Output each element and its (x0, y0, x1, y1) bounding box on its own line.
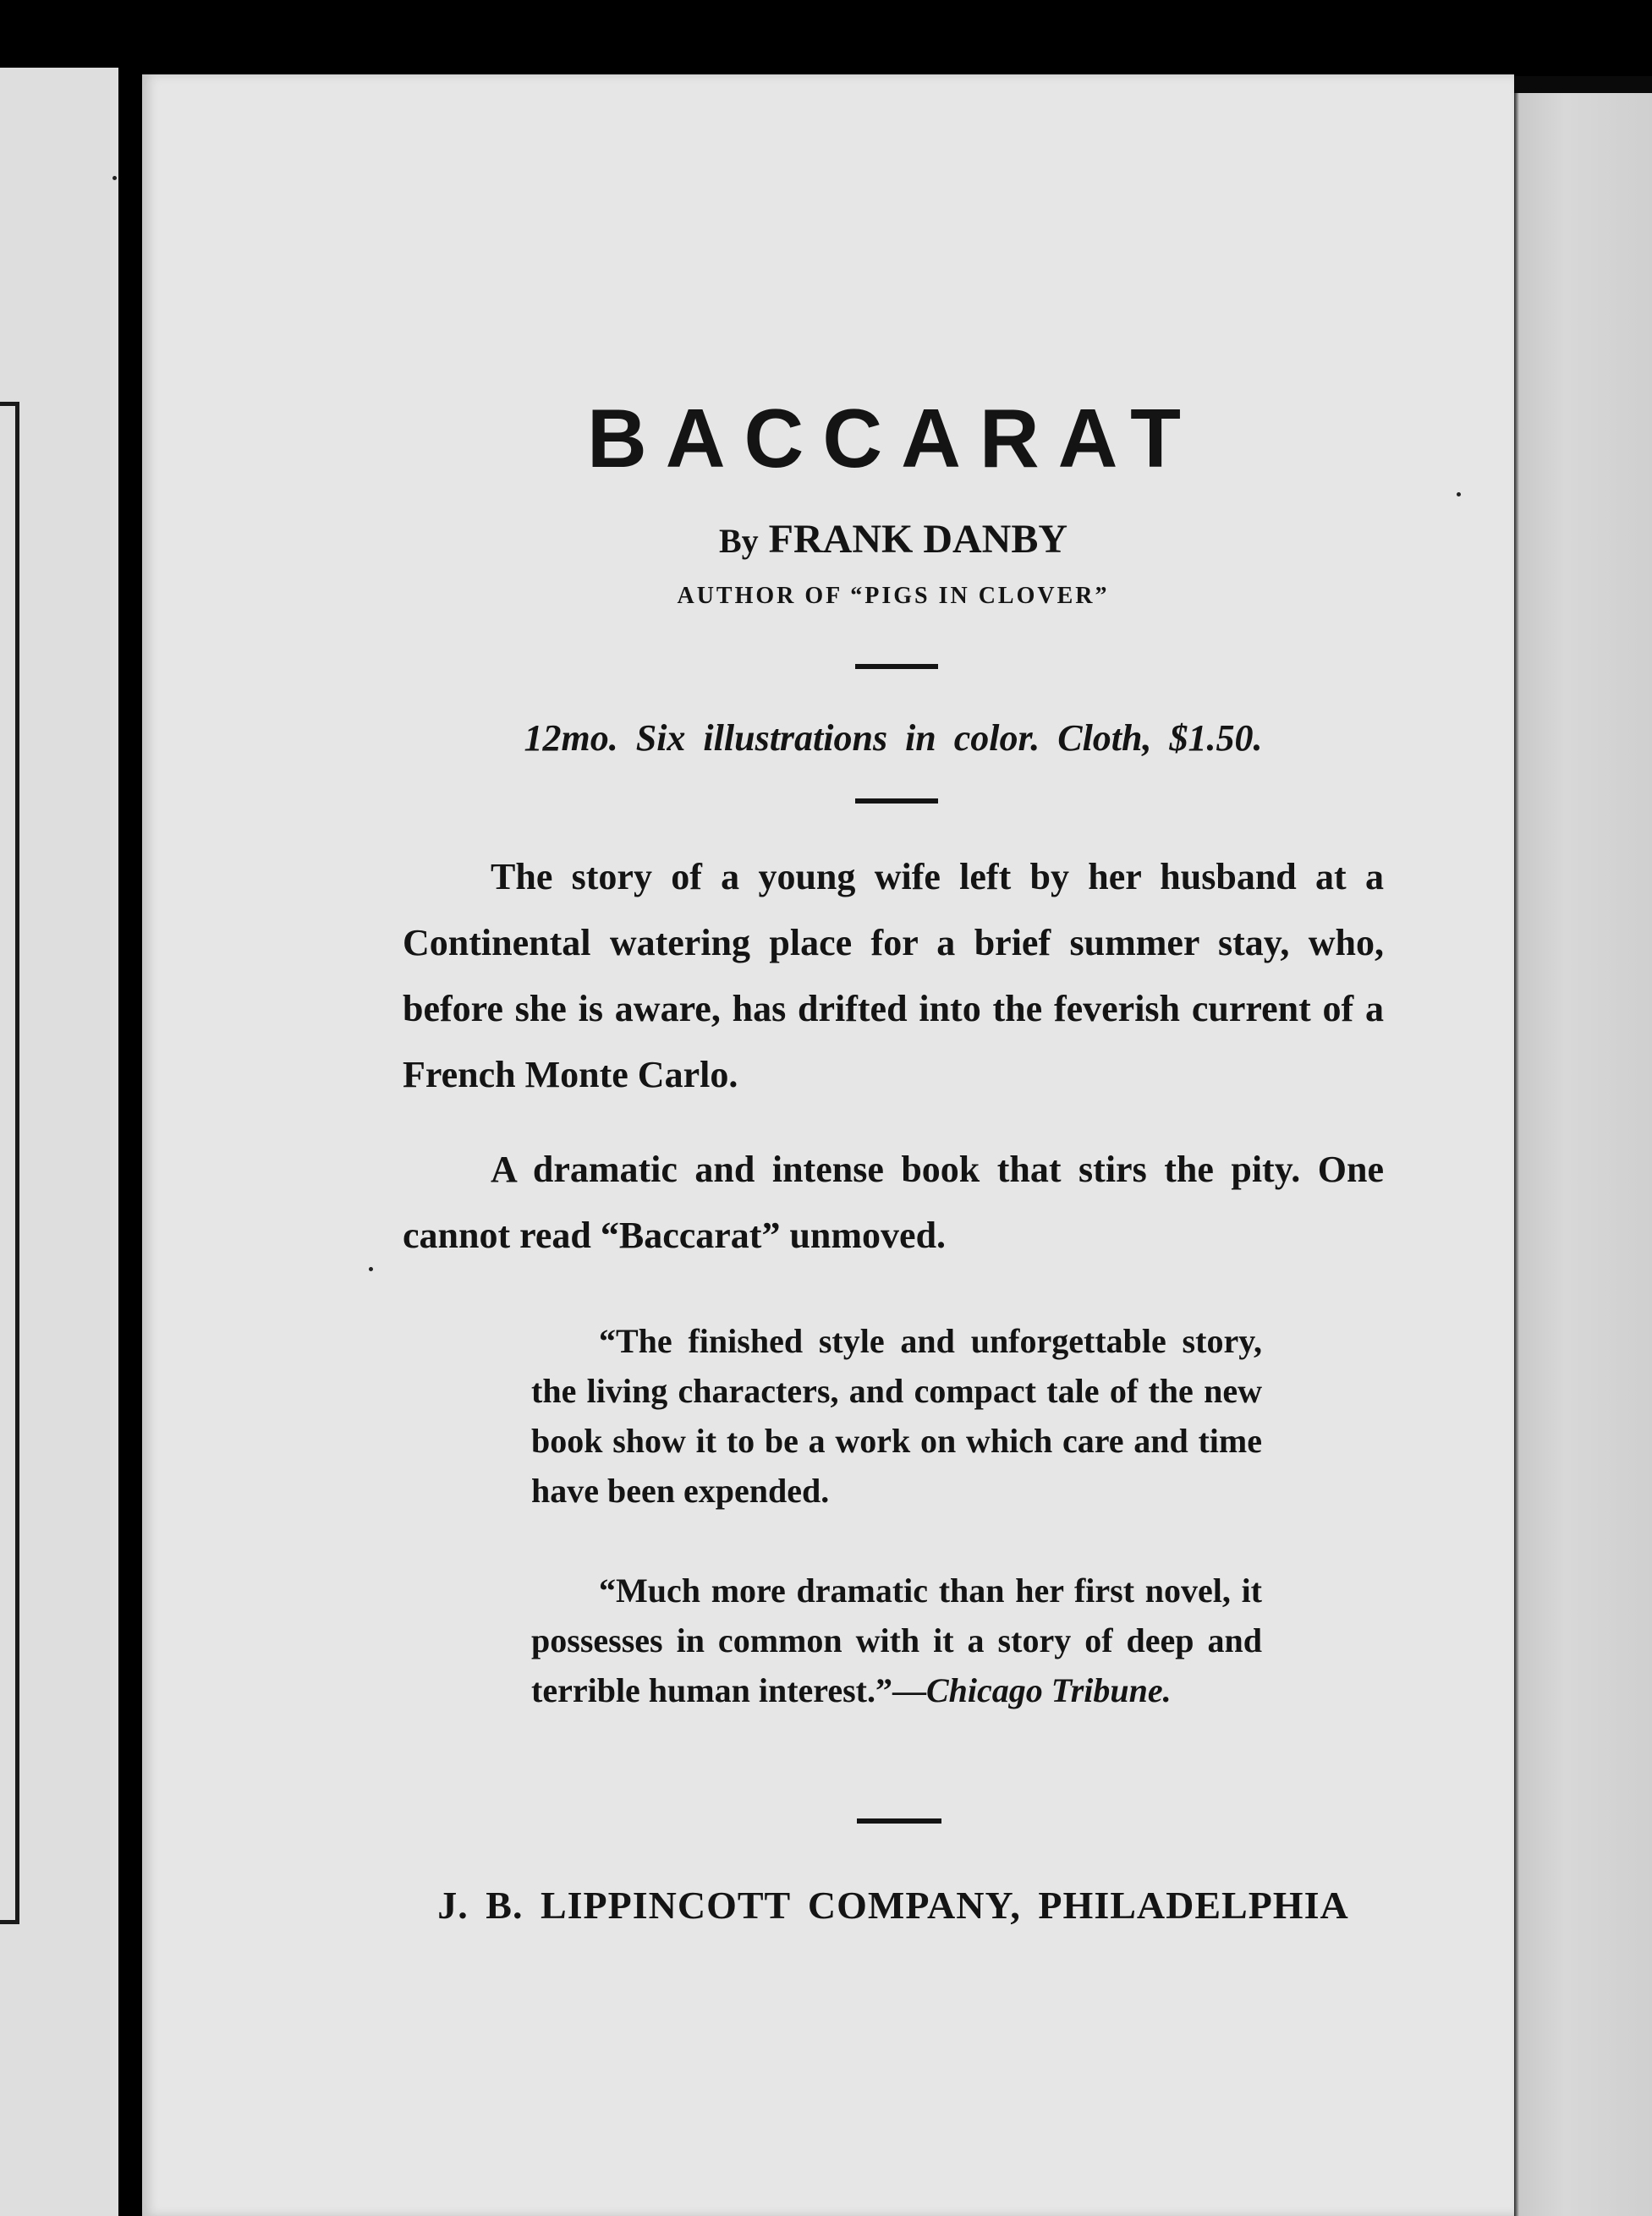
book-format-price: 12mo. Six illustrations in color. Cloth, $1.50. (524, 717, 1263, 759)
review-quote: “The finished style and unforgettable story, the living characters, and compact tale of the new book show it to be a work on which care and time have been expended. (531, 1322, 1262, 1510)
paper-speck (369, 1267, 373, 1271)
author-name: FRANK DANBY (768, 517, 1067, 562)
scan-top-border (0, 0, 1652, 76)
divider-rule (855, 798, 938, 804)
byline-prefix: By (718, 522, 759, 560)
page-edge-right (1506, 93, 1652, 2216)
byline (403, 514, 1384, 567)
paper-speck (113, 176, 117, 180)
review-quote-text: “Much more dramatic than her first novel, it possesses in common with it a story of deep and terrible human interest.”— (531, 1571, 1262, 1709)
review-quote (531, 1566, 1262, 1715)
book-title: BACCARAT (587, 392, 1199, 485)
paper-speck (1457, 492, 1461, 496)
publisher-imprint: J. B. LIPPINCOTT COMPANY, PHILADELPHIA (437, 1884, 1349, 1927)
divider-rule (857, 1818, 941, 1824)
quote-source: Chicago Tribune. (925, 1671, 1172, 1709)
divider-rule (855, 664, 938, 669)
description-paragraph: A dramatic and intense book that stirs the pity. One cannot read “Baccarat” unmoved. (403, 1149, 1384, 1256)
author-credit: AUTHOR OF “PIGS IN CLOVER” (677, 583, 1110, 609)
adjacent-page-frame (0, 402, 19, 1924)
adjacent-page-left (0, 68, 118, 2216)
description-paragraph: The story of a young wife left by her husband at a Continental watering place for a brief summer stay, who, before she is aware, has drifted into the feverish current of a French Monte Carlo. (403, 856, 1384, 1095)
book-page (142, 74, 1514, 2216)
